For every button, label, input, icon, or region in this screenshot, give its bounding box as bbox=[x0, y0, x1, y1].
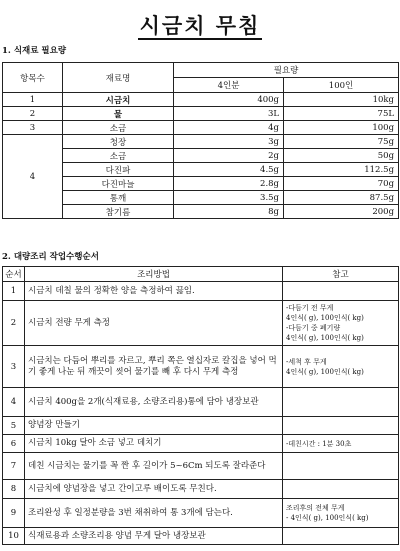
table-row bbox=[3, 301, 399, 346]
step-no: 7 bbox=[3, 453, 25, 480]
step-note bbox=[283, 480, 399, 499]
step-note bbox=[283, 435, 399, 453]
step-text: 시금치에 양념장을 넣고 간이고루 배이도록 무친다. bbox=[25, 480, 283, 499]
step-note bbox=[283, 301, 399, 346]
table-row bbox=[3, 499, 399, 528]
step-no: 4 bbox=[3, 388, 25, 417]
amount-4: 3L bbox=[174, 107, 284, 121]
item-no: 2 bbox=[3, 107, 63, 121]
procedure-table bbox=[2, 266, 399, 545]
step-no: 1 bbox=[3, 282, 25, 301]
step-text: 데친 시금치는 물기를 꼭 짠 후 길이가 5~6Cm 되도록 잘라준다 bbox=[25, 453, 283, 480]
note-line: -세척 후 무게 bbox=[286, 357, 327, 366]
table-row bbox=[3, 346, 399, 388]
table-row bbox=[3, 282, 399, 301]
header-100-servings: 100인 bbox=[284, 78, 399, 93]
step-text: 시금치 400g을 2개(식재료용, 소량조리용)통에 담아 냉장보관 bbox=[25, 388, 283, 417]
amount-100: 112.5g bbox=[284, 163, 399, 177]
step-text: 조리완성 후 일정분량을 3번 채취하여 통 3개에 담는다. bbox=[25, 499, 283, 528]
header-ingredient-name: 재료명 bbox=[63, 63, 174, 93]
note-line: 4인식( g), 100인식( kg) bbox=[286, 367, 364, 376]
table-row bbox=[3, 417, 399, 435]
note-line: -데친시간 : 1분 30초 bbox=[286, 439, 352, 448]
table-row bbox=[3, 177, 399, 191]
ingredient-name: 소금 bbox=[63, 149, 174, 163]
step-text: 식재료용과 소량조리용 양념 무게 달아 냉장보관 bbox=[25, 528, 283, 545]
table-row bbox=[3, 205, 399, 219]
step-note bbox=[283, 282, 399, 301]
step-no: 9 bbox=[3, 499, 25, 528]
amount-100: 87.5g bbox=[284, 191, 399, 205]
amount-100: 70g bbox=[284, 177, 399, 191]
ingredient-name: 시금치 bbox=[63, 93, 174, 107]
table-row bbox=[3, 453, 399, 480]
amount-4: 2.8g bbox=[174, 177, 284, 191]
amount-4: 400g bbox=[174, 93, 284, 107]
header-method: 조리방법 bbox=[25, 267, 283, 282]
amount-4: 8g bbox=[174, 205, 284, 219]
amount-4: 2g bbox=[174, 149, 284, 163]
step-note bbox=[283, 417, 399, 435]
step-text: 시금치 10kg 달아 소금 넣고 데치기 bbox=[25, 435, 283, 453]
table-row bbox=[3, 93, 399, 107]
amount-4: 3.5g bbox=[174, 191, 284, 205]
ingredient-name: 다진파 bbox=[63, 163, 174, 177]
step-no: 5 bbox=[3, 417, 25, 435]
ingredient-name: 소금 bbox=[63, 121, 174, 135]
step-note bbox=[283, 388, 399, 417]
note-line: 조리후의 전체 무게 bbox=[286, 504, 345, 512]
header-required-amount: 필요량 bbox=[174, 63, 399, 78]
step-text: 시금치 전량 무게 측정 bbox=[25, 301, 283, 346]
step-text: 시금치 데칠 물의 정확한 양을 측정하여 끓임. bbox=[25, 282, 283, 301]
table-row bbox=[3, 435, 399, 453]
amount-100: 200g bbox=[284, 205, 399, 219]
item-no: 1 bbox=[3, 93, 63, 107]
step-text: 양념장 만들기 bbox=[25, 417, 283, 435]
note-line: - 4인식( g), 100인식( kg) bbox=[286, 514, 369, 522]
step-note bbox=[283, 346, 399, 388]
amount-4: 4.5g bbox=[174, 163, 284, 177]
section-heading-procedure: 2. 대량조리 작업수행순서 bbox=[2, 252, 99, 262]
step-no: 2 bbox=[3, 301, 25, 346]
page-title: 시금치 무침 bbox=[139, 13, 261, 38]
table-row bbox=[3, 135, 399, 149]
item-no: 4 bbox=[3, 135, 63, 219]
ingredient-name: 통깨 bbox=[63, 191, 174, 205]
header-item-no: 항목수 bbox=[3, 63, 63, 93]
table-row bbox=[3, 480, 399, 499]
table-row bbox=[3, 528, 399, 545]
header-4-servings: 4인분 bbox=[174, 78, 284, 93]
step-no: 3 bbox=[3, 346, 25, 388]
step-text: 시금치는 다듬어 뿌리를 자르고, 뿌리 쪽은 열십자로 칼집을 넣어 먹기 좋게 나눈 뒤 깨끗이 씻어 물기를 빼 후 다시 무게 측정 bbox=[25, 346, 283, 388]
table-row bbox=[3, 107, 399, 121]
table-row bbox=[3, 388, 399, 417]
ingredient-name: 다진마늘 bbox=[63, 177, 174, 191]
amount-100: 75L bbox=[284, 107, 399, 121]
amount-4: 3g bbox=[174, 135, 284, 149]
step-no: 10 bbox=[3, 528, 25, 545]
step-no: 8 bbox=[3, 480, 25, 499]
amount-100: 10kg bbox=[284, 93, 399, 107]
step-note bbox=[283, 453, 399, 480]
ingredient-name: 참기름 bbox=[63, 205, 174, 219]
table-row bbox=[3, 163, 399, 177]
note-line: -다듬기 중 폐기량 bbox=[286, 324, 341, 332]
table-row bbox=[3, 121, 399, 135]
section-heading-ingredients: 1. 식재료 필요량 bbox=[2, 46, 67, 56]
header-step-no: 순서 bbox=[3, 267, 25, 282]
note-line: -다듬기 전 무게 bbox=[286, 304, 334, 312]
header-reference: 참고 bbox=[283, 267, 399, 282]
ingredients-table bbox=[2, 62, 399, 219]
note-line: 4인식( g), 100인식( kg) bbox=[286, 334, 364, 342]
amount-100: 75g bbox=[284, 135, 399, 149]
step-no: 6 bbox=[3, 435, 25, 453]
amount-100: 100g bbox=[284, 121, 399, 135]
step-note bbox=[283, 499, 399, 528]
amount-100: 50g bbox=[284, 149, 399, 163]
item-no: 3 bbox=[3, 121, 63, 135]
note-line: 4인식( g), 100인식( kg) bbox=[286, 314, 364, 322]
table-row bbox=[3, 149, 399, 163]
step-note bbox=[283, 528, 399, 545]
table-row bbox=[3, 191, 399, 205]
amount-4: 4g bbox=[174, 121, 284, 135]
ingredient-name: 물 bbox=[63, 107, 174, 121]
ingredient-name: 청장 bbox=[63, 135, 174, 149]
